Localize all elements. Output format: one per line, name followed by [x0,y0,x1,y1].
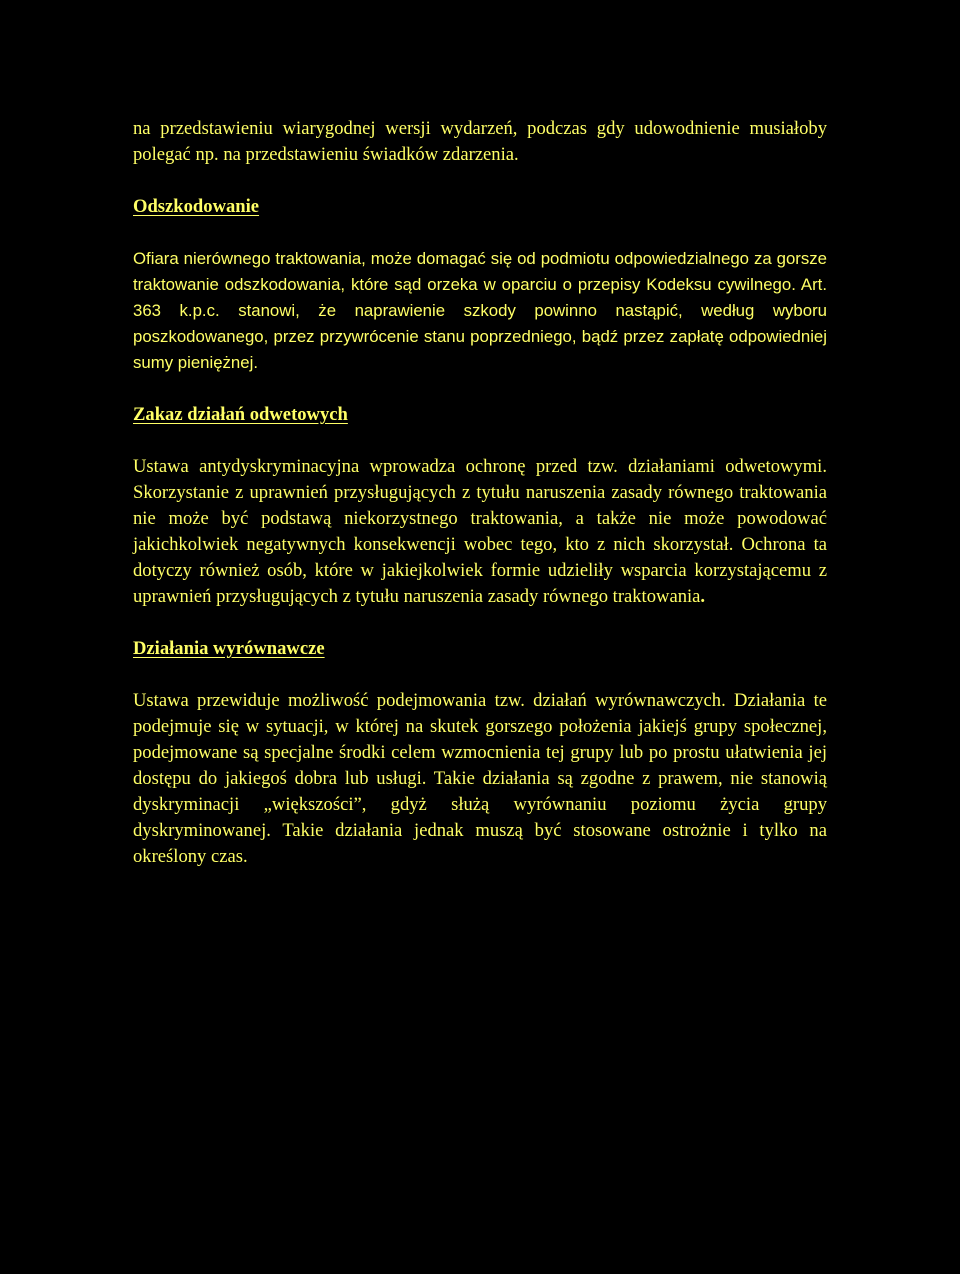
spacer [133,376,827,402]
paragraph-end-mark: . [700,586,706,607]
spacer [133,662,827,688]
paragraph-odszkodowanie: Ofiara nierównego traktowania, może domagać się od podmiotu odpowiedzialnego za gorsze traktowanie odszkodowania, które sąd orzeka w oparciu o przepisy Kodeksu cywilnego. Art. 363 k.p.c. stanowi, że naprawienie szkody powinno nastąpić, według wyboru poszkodowanego, przez przywrócenie stanu poprzedniego, bądź przez zapłatę odpowiedniej sumy pieniężnej. [133,249,827,372]
spacer [133,220,827,246]
spacer [133,610,827,636]
intro-paragraph: na przedstawieniu wiarygodnej wersji wydarzeń, podczas gdy udowodnienie musiałoby polegać np. na przedstawieniu świadków zdarzenia. [133,118,827,165]
heading-dzialania-wyrownawcze: Działania wyrównawcze [133,638,325,659]
paragraph-dzialania-wyrownawcze: Ustawa przewiduje możliwość podejmowania tzw. działań wyrównawczych. Działania te podejmuje się w sytuacji, w której na skutek gorszego położenia jakiejś grupy społecznej, podejmowane są specjalne środki celem wzmocnienia tej grupy lub po prostu ułatwienia jej dostępu do jakiegoś dobra lub usługi. Takie działania są zgodne z prawem, nie stanowią dyskryminacji „większości”, gdyż służą wyrównaniu poziomu życia grupy dyskryminowanej. Takie działania jednak muszą być stosowane ostrożnie i tylko na określony czas. [133,690,827,867]
spacer [133,428,827,454]
document-page [133,116,827,870]
heading-zakaz-dzialan-odwetowych: Zakaz działań odwetowych [133,404,348,425]
paragraph-text: Ustawa antydyskryminacyjna wprowadza ochronę przed tzw. działaniami odwetowymi. Skorzystanie z uprawnień przysługujących z tytułu naruszenia zasady równego traktowania nie może być podstawą niekorzystnego traktowania, a także nie może powodować jakichkolwiek negatywnych konsekwencji wobec tego, kto z nich skorzystał. Ochrona ta dotyczy również osób, które w jakiejkolwiek formie udzieliły wsparcia korzystającemu z uprawnień przysługujących z tytułu naruszenia zasady równego traktowania [133,456,827,607]
heading-odszkodowanie: Odszkodowanie [133,196,260,217]
spacer [133,168,827,194]
paragraph-zakaz-dzialan-odwetowych [133,454,827,610]
